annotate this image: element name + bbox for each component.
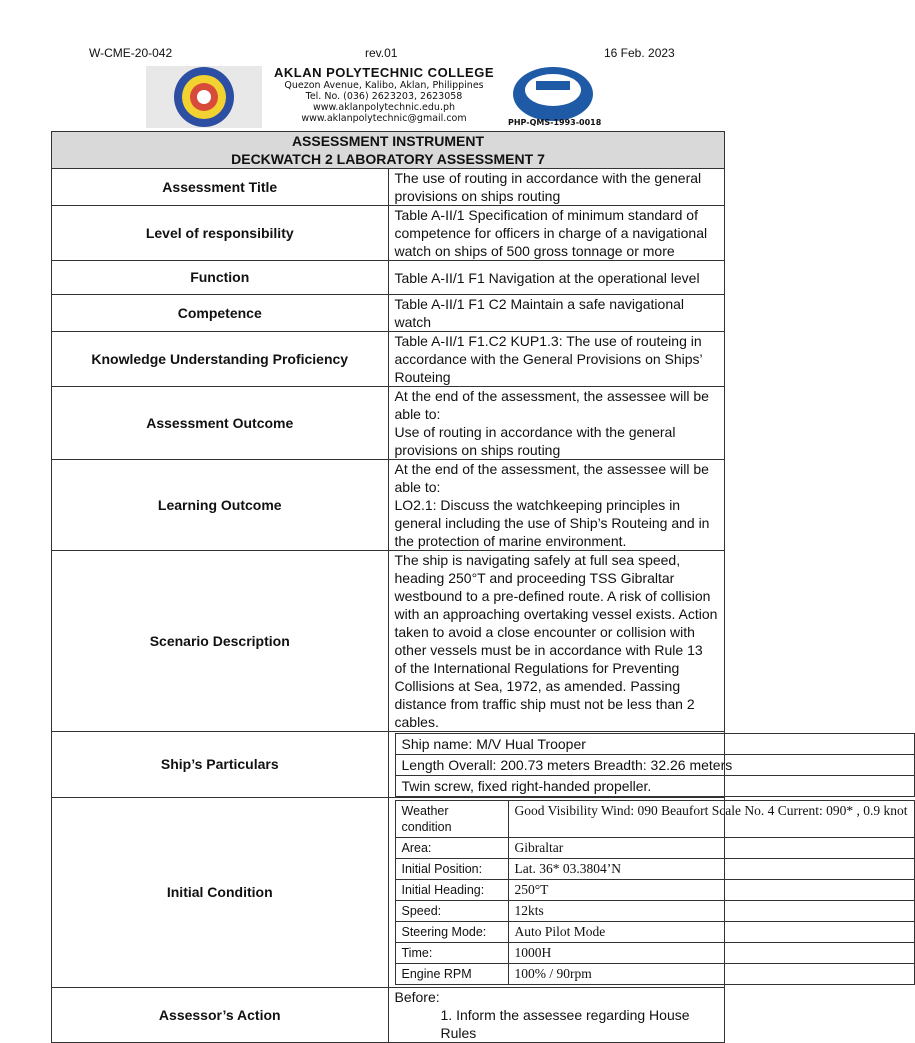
condition-row bbox=[395, 859, 914, 880]
label-assessment-title: Assessment Title bbox=[52, 169, 389, 206]
heading-line-2: DECKWATCH 2 LABORATORY ASSESSMENT 7 bbox=[231, 151, 545, 167]
label-competence: Competence bbox=[52, 295, 389, 332]
row-learning-outcome bbox=[52, 460, 725, 551]
value-assessment-outcome bbox=[388, 387, 725, 460]
condition-row bbox=[395, 964, 914, 985]
condition-value: 250°T bbox=[508, 880, 914, 901]
value-initial-condition bbox=[388, 798, 908, 988]
college-header bbox=[262, 65, 506, 124]
row-initial-condition bbox=[52, 798, 725, 988]
initial-condition-table bbox=[395, 800, 915, 985]
condition-row bbox=[395, 880, 914, 901]
value-assessor-action bbox=[388, 988, 725, 1043]
condition-value: Good Visibility Wind: 090 Beaufort Scale No. 4 Current: 090* , 0.9 knot bbox=[508, 801, 914, 838]
condition-value: 100% / 90rpm bbox=[508, 964, 914, 985]
condition-row bbox=[395, 801, 914, 838]
learning-outcome-line-1: At the end of the assessment, the assessee will be able to: bbox=[394, 461, 709, 495]
heading-line-1: ASSESSMENT INSTRUMENT bbox=[291, 133, 485, 149]
condition-row bbox=[395, 838, 914, 859]
ship-dimensions: Length Overall: 200.73 meters Breadth: 32.26 meters bbox=[395, 754, 914, 775]
value-competence: Table A-II/1 F1 C2 Maintain a safe navigational watch bbox=[388, 295, 725, 332]
row-ship-particulars bbox=[52, 732, 725, 798]
condition-value: 12kts bbox=[508, 901, 914, 922]
condition-key: Steering Mode: bbox=[395, 922, 508, 943]
assessment-outcome-line-2: Use of routing in accordance with the general provisions on ships routing bbox=[394, 424, 676, 458]
value-function: Table A-II/1 F1 Navigation at the operational level bbox=[388, 261, 725, 295]
condition-value: Auto Pilot Mode bbox=[508, 922, 914, 943]
condition-key: Weather condition bbox=[395, 801, 508, 838]
row-kup bbox=[52, 332, 725, 387]
label-assessment-outcome: Assessment Outcome bbox=[52, 387, 389, 460]
label-learning-outcome: Learning Outcome bbox=[52, 460, 389, 551]
row-assessment-outcome bbox=[52, 387, 725, 460]
condition-key: Speed: bbox=[395, 901, 508, 922]
college-address: Quezon Avenue, Kalibo, Aklan, Philippines bbox=[284, 80, 484, 91]
assessor-step-1: 1. Inform the assessee regarding House Rules bbox=[440, 1007, 690, 1041]
value-scenario: The ship is navigating safely at full sea speed, heading 250°T and proceeding TSS Gibraltar westbound to a pre-defined route. A risk of collision with an approaching overtaking vessel exists. Action taken to avoid a close encounter or collision with other vessels must be in accordance with Rule 13 of the International Regulations for Preventing Collisions at Sea, 1972, as amended. Passing distance from traffic ship must not be less than 2 cables. bbox=[388, 551, 725, 732]
label-function: Function bbox=[52, 261, 389, 295]
label-kup: Knowledge Understanding Proficiency bbox=[52, 332, 389, 387]
condition-value: 1000H bbox=[508, 943, 914, 964]
assessment-heading bbox=[52, 132, 725, 169]
learning-outcome-line-2: LO2.1: Discuss the watchkeeping principles in general including the use of Ship’s Routeing and in the protection of marine environment. bbox=[394, 497, 710, 549]
college-seal-logo bbox=[146, 66, 262, 128]
condition-key: Engine RPM bbox=[395, 964, 508, 985]
college-name: AKLAN POLYTECHNIC COLLEGE bbox=[273, 65, 495, 80]
assessment-table bbox=[51, 131, 908, 1043]
label-assessor-action: Assessor’s Action bbox=[52, 988, 389, 1043]
value-assessment-title: The use of routing in accordance with the general provisions on ships routing bbox=[388, 169, 725, 206]
value-learning-outcome bbox=[388, 460, 725, 551]
row-level bbox=[52, 206, 725, 261]
ship-name: Ship name: M/V Hual Trooper bbox=[395, 733, 914, 754]
label-scenario: Scenario Description bbox=[52, 551, 389, 732]
title-row bbox=[52, 132, 725, 169]
label-ship-particulars: Ship’s Particulars bbox=[52, 732, 389, 798]
condition-key: Initial Heading: bbox=[395, 880, 508, 901]
condition-row bbox=[395, 943, 914, 964]
row-competence bbox=[52, 295, 725, 332]
value-kup: Table A-II/1 F1.C2 KUP1.3: The use of routeing in accordance with the General Provisions on Ships’ Routeing bbox=[388, 332, 725, 387]
college-website: www.aklanpolytechnic.edu.ph bbox=[312, 102, 456, 113]
document-code: W-CME-20-042 bbox=[89, 46, 173, 60]
condition-row bbox=[395, 922, 914, 943]
condition-row bbox=[395, 901, 914, 922]
value-ship-particulars bbox=[388, 732, 733, 798]
assessment-outcome-line-1: At the end of the assessment, the assessee will be able to: bbox=[394, 388, 709, 422]
value-level: Table A-II/1 Specification of minimum standard of competence for officers in charge of a navigational watch on ships of 500 gross tonnage or more bbox=[388, 206, 725, 261]
condition-key: Initial Position: bbox=[395, 859, 508, 880]
document-date: 16 Feb. 2023 bbox=[604, 46, 675, 60]
row-assessment-title bbox=[52, 169, 725, 206]
revision: rev.01 bbox=[365, 46, 398, 60]
label-initial-condition: Initial Condition bbox=[52, 798, 389, 988]
condition-key: Time: bbox=[395, 943, 508, 964]
label-level: Level of responsibility bbox=[52, 206, 389, 261]
condition-value: Lat. 36* 03.3804’N bbox=[508, 859, 914, 880]
row-scenario bbox=[52, 551, 725, 732]
ship-propulsion: Twin screw, fixed right-handed propeller. bbox=[395, 775, 914, 796]
college-telephone: Tel. No. (036) 2623203, 2623058 bbox=[305, 91, 463, 102]
row-function bbox=[52, 261, 725, 295]
ship-particulars-table bbox=[395, 733, 915, 797]
condition-key: Area: bbox=[395, 838, 508, 859]
assessor-before: Before: bbox=[394, 989, 440, 1005]
college-email: www.aklanpolytechnic@gmail.com bbox=[301, 113, 467, 124]
tuv-nord-iso-logo bbox=[512, 66, 594, 122]
row-assessor-action bbox=[52, 988, 725, 1043]
condition-value: Gibraltar bbox=[508, 838, 914, 859]
qms-certificate-number: PHP-QMS-1993-0018 bbox=[508, 118, 602, 127]
